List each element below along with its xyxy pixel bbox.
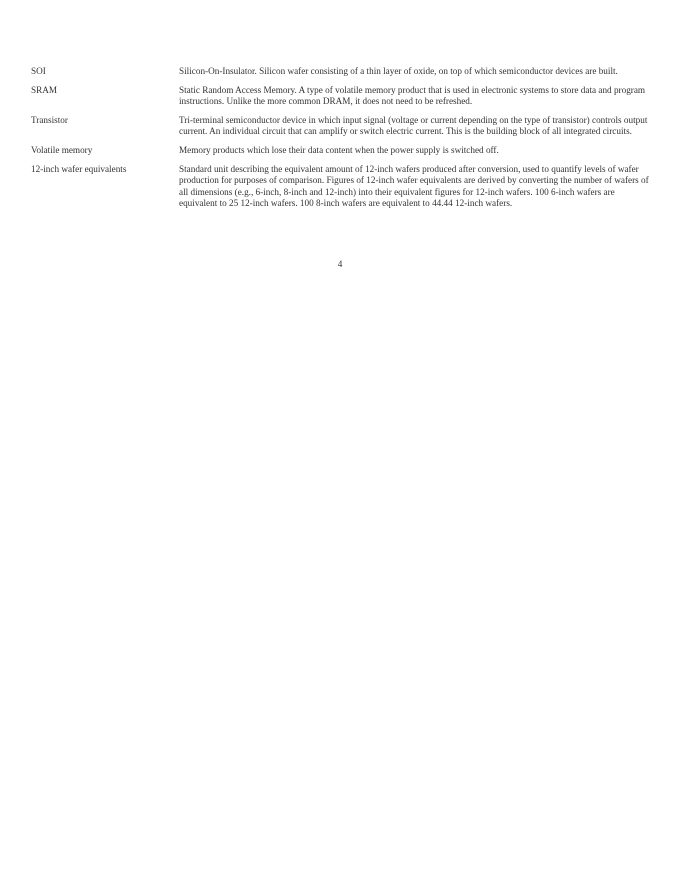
- glossary-term: Volatile memory: [31, 144, 93, 155]
- glossary-term: SOI: [31, 66, 46, 76]
- glossary-definition: Memory products which lose their data content when the power supply is switched off.: [179, 144, 499, 155]
- glossary-list: [31, 66, 651, 217]
- glossary-entry: [31, 85, 651, 108]
- page-number: 4: [337, 259, 343, 269]
- glossary-term: 12-inch wafer equivalents: [31, 163, 127, 174]
- glossary-definition: Static Random Access Memory. A type of volatile memory product that is used in electronic systems to store data and program instructions. Unlike the more common DRAM, it does not need to be refreshed.: [179, 84, 646, 107]
- glossary-entry: [31, 145, 651, 157]
- glossary-entry: [31, 164, 651, 210]
- glossary-entry: [31, 66, 651, 78]
- glossary-term: Transistor: [31, 114, 68, 125]
- glossary-definition: Silicon-On-Insulator. Silicon wafer consisting of a thin layer of oxide, on top of which semiconductor devices are built.: [179, 66, 618, 76]
- glossary-definition: Standard unit describing the equivalent amount of 12-inch wafers produced after conversion, used to quantify levels of wafer production for purposes of comparison. Figures of 12-inch wafer equivalents are derived by converting the number of wafers of all dimensions (e.g., 6-inch, 8-inch and 12-inch) into their equivalent figures for 12-inch wafers. 100 6-inch wafers are equivalent to 25 12-inch wafers. 100 8-inch wafers are equivalent to 44.44 12-inch wafers.: [179, 163, 649, 209]
- glossary-entry: [31, 115, 651, 138]
- glossary-term: SRAM: [31, 84, 58, 95]
- glossary-definition: Tri-terminal semiconductor device in which input signal (voltage or current depending on the type of transistor) controls output current. An individual circuit that can amplify or switch electric current. This is the building block of all integrated circuits.: [179, 114, 648, 137]
